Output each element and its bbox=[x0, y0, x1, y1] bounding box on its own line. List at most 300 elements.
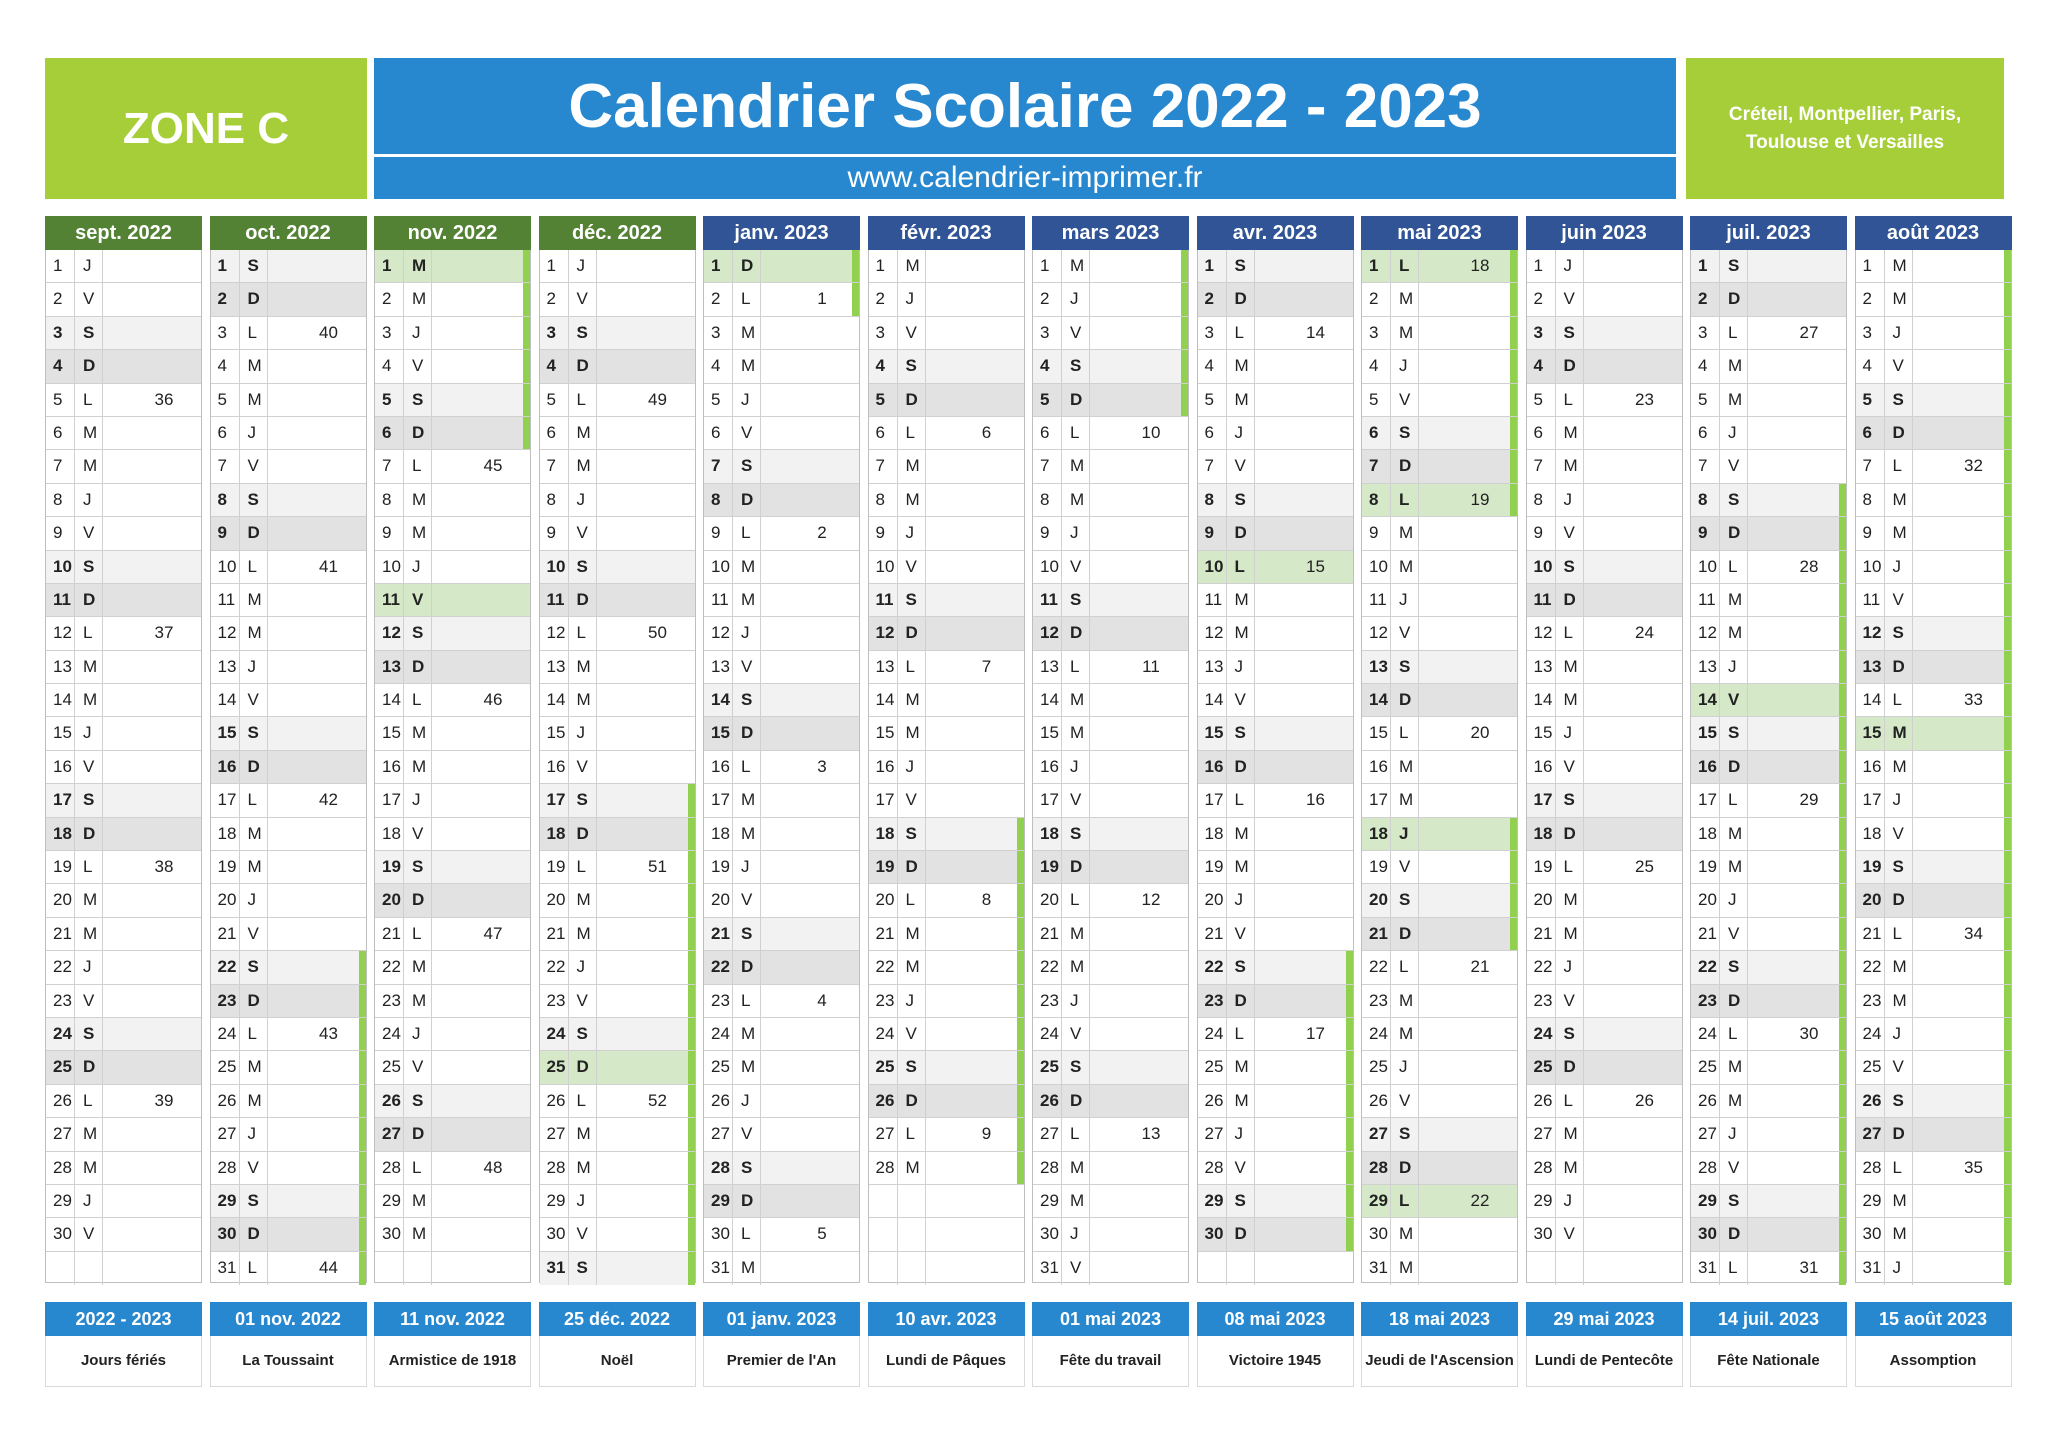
day-letter: M bbox=[1563, 456, 1578, 476]
cell-divider bbox=[1555, 918, 1556, 950]
day-number: 9 bbox=[217, 523, 227, 543]
cell-divider bbox=[431, 551, 432, 583]
cell-divider bbox=[1912, 484, 1913, 516]
day-number: 22 bbox=[1698, 957, 1717, 977]
vacation-bar bbox=[1346, 1118, 1353, 1150]
day-number: 27 bbox=[546, 1124, 566, 1144]
day-row bbox=[1198, 317, 1353, 350]
cell-divider bbox=[267, 350, 268, 382]
cell-divider bbox=[74, 517, 75, 549]
day-letter: S bbox=[1728, 723, 1740, 743]
day-row bbox=[1856, 1185, 2011, 1218]
cell-divider bbox=[897, 317, 898, 349]
cell-divider bbox=[897, 1152, 898, 1184]
day-row bbox=[869, 417, 1024, 450]
cell-divider bbox=[732, 617, 733, 649]
day-row bbox=[46, 918, 201, 951]
day-number: 13 bbox=[546, 656, 566, 676]
day-row bbox=[46, 250, 201, 283]
day-letter: D bbox=[905, 623, 918, 643]
day-letter: M bbox=[1728, 623, 1743, 643]
day-row bbox=[540, 1051, 695, 1084]
day-number: 29 bbox=[1862, 1190, 1882, 1210]
cell-divider bbox=[732, 684, 733, 716]
day-number: 20 bbox=[1698, 890, 1717, 910]
month-header: sept. 2022 bbox=[45, 216, 202, 250]
day-number: 10 bbox=[711, 556, 730, 576]
day-letter: D bbox=[1892, 890, 1905, 910]
day-number: 2 bbox=[53, 289, 63, 309]
vacation-bar bbox=[1017, 985, 1024, 1017]
cell-divider bbox=[74, 283, 75, 315]
cell-divider bbox=[1226, 1185, 1227, 1217]
cell-divider bbox=[897, 1118, 898, 1150]
cell-divider bbox=[568, 1252, 569, 1285]
day-letter: S bbox=[1892, 857, 1904, 877]
week-number: 10 bbox=[1141, 422, 1161, 442]
day-row bbox=[375, 717, 530, 750]
cell-divider bbox=[1390, 417, 1391, 449]
vacation-bar bbox=[2004, 1085, 2011, 1117]
cell-divider bbox=[732, 1118, 733, 1150]
day-number: 24 bbox=[1698, 1023, 1717, 1043]
cell-divider bbox=[1719, 851, 1720, 883]
day-number: 8 bbox=[1040, 489, 1050, 509]
vacation-bar bbox=[1510, 884, 1517, 916]
day-number: 20 bbox=[217, 890, 237, 910]
day-letter: M bbox=[247, 857, 262, 877]
day-row bbox=[1527, 450, 1682, 483]
day-letter: L bbox=[905, 656, 915, 676]
day-number: 4 bbox=[1533, 356, 1543, 376]
cell-divider bbox=[1061, 1152, 1062, 1184]
day-row bbox=[1033, 1118, 1188, 1151]
day-letter: M bbox=[1728, 1090, 1743, 1110]
day-number: 17 bbox=[217, 790, 237, 810]
day-number: 29 bbox=[1533, 1190, 1553, 1210]
cell-divider bbox=[239, 884, 240, 916]
cell-divider bbox=[267, 985, 268, 1017]
cell-divider bbox=[1254, 1152, 1255, 1184]
cell-divider bbox=[925, 617, 926, 649]
cell-divider bbox=[1555, 417, 1556, 449]
cell-divider bbox=[897, 684, 898, 716]
cell-divider bbox=[732, 951, 733, 983]
cell-divider bbox=[1418, 1218, 1419, 1250]
day-letter: V bbox=[1234, 690, 1246, 710]
day-letter: M bbox=[83, 1157, 98, 1177]
day-letter: V bbox=[412, 1057, 424, 1077]
day-row bbox=[1527, 1018, 1682, 1051]
vacation-bar bbox=[2004, 851, 2011, 883]
day-number: 24 bbox=[217, 1023, 237, 1043]
cell-divider bbox=[239, 1118, 240, 1150]
day-number: 11 bbox=[711, 589, 729, 609]
day-number: 13 bbox=[711, 656, 730, 676]
day-letter: D bbox=[741, 723, 754, 743]
cell-divider bbox=[1719, 784, 1720, 816]
day-letter: J bbox=[1070, 756, 1079, 776]
day-row bbox=[1527, 751, 1682, 784]
day-number: 17 bbox=[53, 790, 72, 810]
day-row bbox=[1198, 818, 1353, 851]
cell-divider bbox=[239, 350, 240, 382]
day-number: 19 bbox=[1040, 857, 1059, 877]
day-letter: M bbox=[83, 690, 98, 710]
week-number: 32 bbox=[1964, 456, 1983, 476]
day-number: 16 bbox=[546, 756, 566, 776]
cell-divider bbox=[897, 717, 898, 749]
cell-divider bbox=[1747, 784, 1748, 816]
day-letter: J bbox=[576, 1190, 585, 1210]
day-number: 3 bbox=[53, 322, 63, 342]
cell-divider bbox=[74, 985, 75, 1017]
day-row bbox=[1198, 350, 1353, 383]
day-row bbox=[211, 684, 366, 717]
day-letter: M bbox=[576, 1124, 591, 1144]
day-number: 4 bbox=[1862, 356, 1872, 376]
day-letter: S bbox=[576, 322, 588, 342]
month-header: nov. 2022 bbox=[374, 216, 531, 250]
cell-divider bbox=[568, 1218, 569, 1250]
day-number: 26 bbox=[1862, 1090, 1882, 1110]
day-letter: S bbox=[741, 690, 753, 710]
cell-divider bbox=[732, 651, 733, 683]
week-number: 21 bbox=[1470, 957, 1490, 977]
cell-divider bbox=[732, 985, 733, 1017]
cell-divider bbox=[239, 517, 240, 549]
day-row bbox=[869, 617, 1024, 650]
cell-divider bbox=[102, 517, 103, 549]
week-number: 44 bbox=[319, 1257, 338, 1277]
cities-line-1: Créteil, Montpellier, Paris, bbox=[1728, 103, 1962, 125]
day-number: 1 bbox=[1533, 256, 1543, 275]
cell-divider bbox=[1254, 417, 1255, 449]
cell-divider bbox=[1884, 1118, 1885, 1150]
cell-divider bbox=[1719, 1118, 1720, 1150]
day-letter: M bbox=[412, 1190, 427, 1210]
day-row bbox=[704, 250, 859, 283]
week-number: 35 bbox=[1964, 1157, 1983, 1177]
cell-divider bbox=[1390, 617, 1391, 649]
cell-divider bbox=[1583, 1252, 1584, 1285]
week-number: 22 bbox=[1470, 1190, 1490, 1210]
vacation-bar bbox=[1510, 918, 1517, 950]
day-letter: J bbox=[1892, 556, 1901, 576]
cell-divider bbox=[1226, 951, 1227, 983]
day-number: 20 bbox=[875, 890, 895, 910]
day-row bbox=[46, 484, 201, 517]
cell-divider bbox=[74, 584, 75, 616]
cell-divider bbox=[732, 584, 733, 616]
day-letter: M bbox=[741, 823, 756, 843]
day-number: 14 bbox=[217, 690, 237, 710]
cell-divider bbox=[925, 684, 926, 716]
cell-divider bbox=[596, 985, 597, 1017]
cell-divider bbox=[267, 951, 268, 983]
day-number: 22 bbox=[1369, 957, 1388, 977]
vacation-bar bbox=[688, 884, 695, 916]
day-number: 26 bbox=[1204, 1090, 1224, 1110]
day-row bbox=[1527, 784, 1682, 817]
day-letter: J bbox=[412, 1023, 421, 1043]
day-number: 15 bbox=[711, 723, 730, 743]
cell-divider bbox=[1747, 417, 1748, 449]
day-number: 7 bbox=[217, 456, 227, 476]
cell-divider bbox=[1226, 584, 1227, 616]
day-row bbox=[1527, 283, 1682, 316]
cell-divider bbox=[1226, 1018, 1227, 1050]
cell-divider bbox=[1226, 283, 1227, 315]
day-row bbox=[540, 417, 695, 450]
cell-divider bbox=[1061, 450, 1062, 482]
cell-divider bbox=[431, 1218, 432, 1250]
cell-divider bbox=[568, 384, 569, 416]
day-number: 6 bbox=[1698, 422, 1708, 442]
day-letter: S bbox=[1234, 256, 1246, 275]
day-row bbox=[375, 1152, 530, 1185]
day-row bbox=[869, 1118, 1024, 1151]
cell-divider bbox=[1061, 884, 1062, 916]
website-url[interactable]: www.calendrier-imprimer.fr bbox=[374, 157, 1676, 199]
cell-divider bbox=[1226, 517, 1227, 549]
day-number: 4 bbox=[1204, 356, 1214, 376]
day-letter: J bbox=[412, 790, 421, 810]
day-number: 10 bbox=[1040, 556, 1059, 576]
cell-divider bbox=[1583, 784, 1584, 816]
day-row bbox=[1856, 918, 2011, 951]
day-letter: S bbox=[1728, 1190, 1740, 1210]
day-number: 17 bbox=[711, 790, 730, 810]
cell-divider bbox=[403, 551, 404, 583]
cell-divider bbox=[596, 384, 597, 416]
day-letter: J bbox=[905, 990, 914, 1010]
day-letter: D bbox=[247, 523, 260, 543]
cell-divider bbox=[267, 918, 268, 950]
day-letter: M bbox=[412, 957, 427, 977]
day-number: 27 bbox=[1204, 1124, 1224, 1144]
holiday-item bbox=[374, 1302, 531, 1387]
vacation-bar bbox=[2004, 250, 2011, 282]
day-row bbox=[1691, 651, 1846, 684]
day-row bbox=[375, 1051, 530, 1084]
cell-divider bbox=[74, 784, 75, 816]
day-letter: L bbox=[247, 556, 257, 576]
cell-divider bbox=[239, 918, 240, 950]
day-number: 12 bbox=[1533, 623, 1553, 643]
cell-divider bbox=[1390, 884, 1391, 916]
day-number: 11 bbox=[1040, 589, 1058, 609]
cell-divider bbox=[897, 417, 898, 449]
cell-divider bbox=[925, 1185, 926, 1217]
week-number: 5 bbox=[817, 1224, 827, 1244]
day-letter: V bbox=[1234, 923, 1246, 943]
cell-divider bbox=[403, 1118, 404, 1150]
day-number: 8 bbox=[875, 489, 885, 509]
day-row bbox=[1856, 1118, 2011, 1151]
day-number: 13 bbox=[875, 656, 895, 676]
day-letter: M bbox=[1728, 356, 1743, 376]
cell-divider bbox=[1583, 484, 1584, 516]
day-number: 24 bbox=[546, 1023, 566, 1043]
cell-divider bbox=[102, 283, 103, 315]
day-letter: M bbox=[1563, 1157, 1578, 1177]
cell-divider bbox=[732, 1051, 733, 1083]
cell-divider bbox=[568, 884, 569, 916]
vacation-bar bbox=[852, 283, 859, 315]
day-letter: V bbox=[576, 990, 588, 1010]
vacation-bar bbox=[359, 1218, 366, 1250]
day-letter: D bbox=[1070, 389, 1083, 409]
cell-divider bbox=[596, 317, 597, 349]
day-row bbox=[1362, 651, 1517, 684]
day-letter: V bbox=[905, 556, 917, 576]
vacation-bar bbox=[1839, 1051, 1846, 1083]
vacation-bar bbox=[1181, 283, 1188, 315]
day-row bbox=[1198, 1118, 1353, 1151]
day-letter: L bbox=[1728, 322, 1738, 342]
cell-divider bbox=[1747, 1051, 1748, 1083]
cell-divider bbox=[74, 450, 75, 482]
day-letter: M bbox=[576, 422, 591, 442]
cell-divider bbox=[102, 784, 103, 816]
cell-divider bbox=[897, 551, 898, 583]
day-letter: J bbox=[247, 656, 256, 676]
cell-divider bbox=[1912, 517, 1913, 549]
holiday-item bbox=[868, 1302, 1025, 1387]
day-number: 12 bbox=[875, 623, 895, 643]
cell-divider bbox=[568, 250, 569, 282]
day-number: 5 bbox=[217, 389, 227, 409]
vacation-bar bbox=[1017, 918, 1024, 950]
day-row bbox=[1362, 517, 1517, 550]
day-row bbox=[46, 684, 201, 717]
cell-divider bbox=[74, 651, 75, 683]
cell-divider bbox=[102, 1118, 103, 1150]
day-number: 6 bbox=[1204, 422, 1214, 442]
day-letter: L bbox=[1399, 1190, 1410, 1210]
day-row bbox=[1691, 1185, 1846, 1218]
day-row bbox=[1856, 1085, 2011, 1118]
cell-divider bbox=[1583, 283, 1584, 315]
day-letter: M bbox=[412, 256, 427, 275]
day-row bbox=[1362, 751, 1517, 784]
day-number: 28 bbox=[1204, 1157, 1224, 1177]
day-number: 18 bbox=[546, 823, 566, 843]
vacation-bar bbox=[1346, 1051, 1353, 1083]
cell-divider bbox=[568, 651, 569, 683]
day-letter: D bbox=[412, 1124, 425, 1144]
cell-divider bbox=[1226, 317, 1227, 349]
cell-divider bbox=[1390, 1252, 1391, 1285]
cell-divider bbox=[1061, 784, 1062, 816]
day-number: 16 bbox=[1040, 756, 1059, 776]
month-header: déc. 2022 bbox=[539, 216, 696, 250]
day-row bbox=[1198, 851, 1353, 884]
vacation-bar bbox=[688, 918, 695, 950]
cell-divider bbox=[431, 651, 432, 683]
vacation-bar bbox=[2004, 717, 2011, 749]
day-letter: S bbox=[83, 322, 95, 342]
cell-divider bbox=[74, 250, 75, 282]
day-number: 24 bbox=[1040, 1023, 1059, 1043]
day-letter: J bbox=[1728, 422, 1737, 442]
cell-divider bbox=[1254, 1018, 1255, 1050]
cell-divider bbox=[1719, 584, 1720, 616]
holiday-date: 01 nov. 2022 bbox=[210, 1302, 367, 1336]
day-row bbox=[869, 751, 1024, 784]
vacation-bar bbox=[688, 951, 695, 983]
day-row bbox=[1198, 951, 1353, 984]
day-number: 2 bbox=[1533, 289, 1543, 309]
cell-divider bbox=[1418, 617, 1419, 649]
vacation-bar bbox=[1839, 951, 1846, 983]
day-letter: J bbox=[83, 957, 92, 977]
day-row bbox=[1362, 617, 1517, 650]
day-letter: L bbox=[1563, 1090, 1573, 1110]
month-column bbox=[1526, 216, 1683, 1283]
vacation-bar bbox=[359, 1018, 366, 1050]
cell-divider bbox=[1390, 517, 1391, 549]
day-row bbox=[1362, 1018, 1517, 1051]
day-row bbox=[1691, 484, 1846, 517]
cell-divider bbox=[1583, 384, 1584, 416]
day-row bbox=[1691, 985, 1846, 1018]
week-number: 48 bbox=[483, 1157, 503, 1177]
cell-divider bbox=[897, 617, 898, 649]
cell-divider bbox=[102, 1085, 103, 1117]
cell-divider bbox=[1390, 1218, 1391, 1250]
day-letter: L bbox=[1563, 857, 1573, 877]
vacation-bar bbox=[2004, 551, 2011, 583]
day-letter: L bbox=[1399, 489, 1410, 509]
cell-divider bbox=[267, 317, 268, 349]
cell-divider bbox=[732, 717, 733, 749]
cell-divider bbox=[1912, 851, 1913, 883]
day-number: 28 bbox=[1040, 1157, 1059, 1177]
day-number: 7 bbox=[1862, 456, 1872, 476]
cell-divider bbox=[568, 1018, 569, 1050]
day-letter: V bbox=[247, 690, 259, 710]
day-number: 1 bbox=[875, 256, 885, 275]
cell-divider bbox=[596, 1152, 597, 1184]
day-row bbox=[1856, 283, 2011, 316]
cell-divider bbox=[568, 751, 569, 783]
day-number: 25 bbox=[1040, 1057, 1059, 1077]
cell-divider bbox=[897, 751, 898, 783]
day-number: 20 bbox=[1862, 890, 1882, 910]
day-number: 18 bbox=[1698, 823, 1717, 843]
cell-divider bbox=[239, 283, 240, 315]
cell-divider bbox=[1719, 951, 1720, 983]
cell-divider bbox=[1390, 985, 1391, 1017]
cell-divider bbox=[1555, 1252, 1556, 1285]
week-number: 36 bbox=[154, 389, 174, 409]
day-row bbox=[869, 784, 1024, 817]
day-letter: V bbox=[247, 1157, 259, 1177]
day-number: 14 bbox=[53, 690, 72, 710]
day-letter: S bbox=[576, 556, 588, 576]
cell-divider bbox=[431, 985, 432, 1017]
day-row bbox=[1691, 1018, 1846, 1051]
day-number: 6 bbox=[1862, 422, 1872, 442]
day-number: 1 bbox=[1369, 256, 1379, 275]
cell-divider bbox=[1390, 784, 1391, 816]
day-number: 31 bbox=[546, 1257, 566, 1277]
day-row bbox=[375, 818, 530, 851]
day-row bbox=[1033, 751, 1188, 784]
holiday-name: Assomption bbox=[1855, 1336, 2012, 1387]
